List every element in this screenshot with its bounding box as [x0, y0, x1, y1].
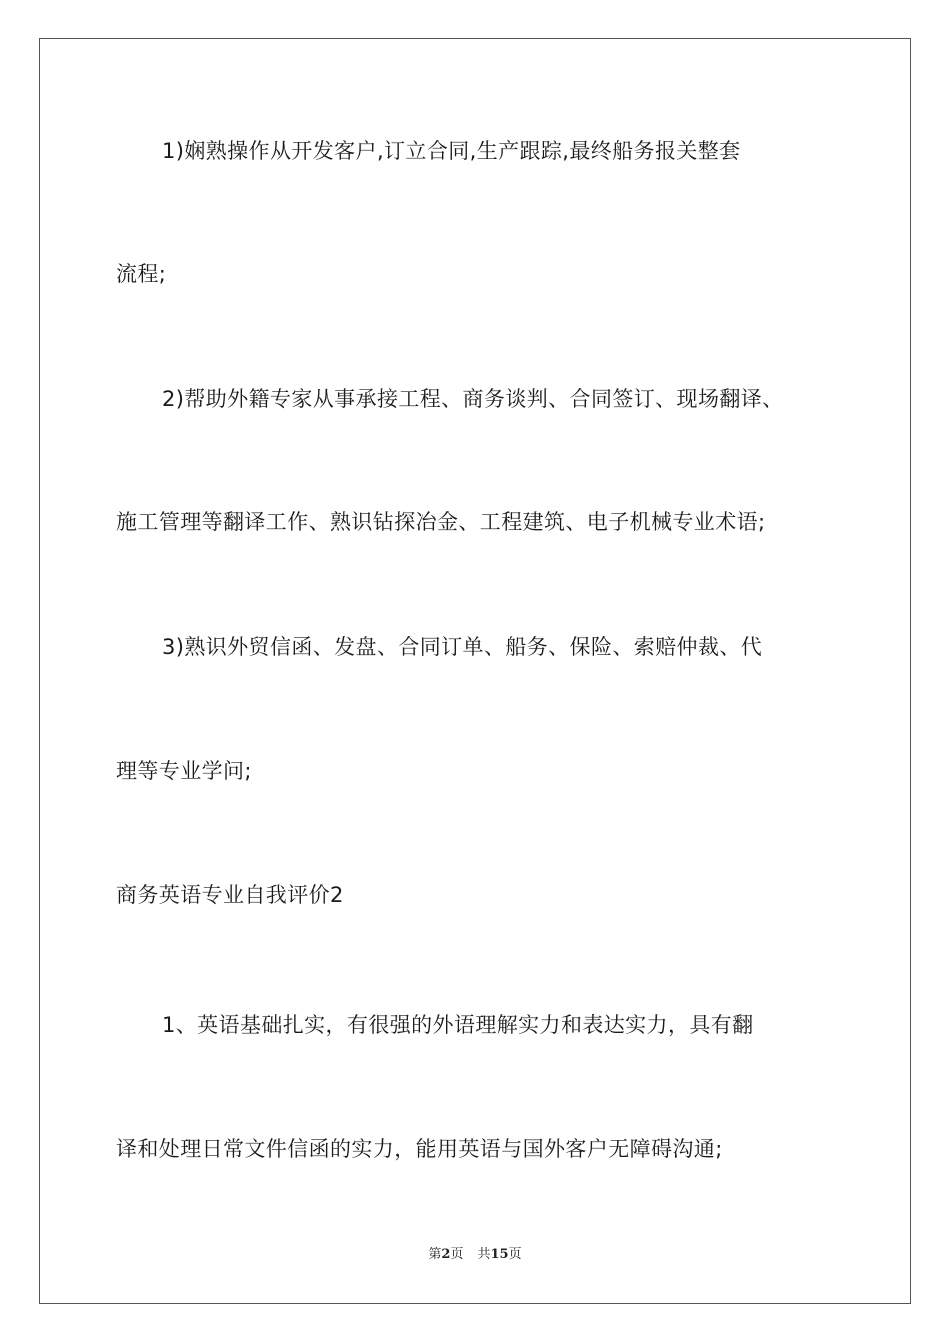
page-footer: [0, 1246, 950, 1264]
paragraph-line: 1)娴熟操作从开发客户,订立合同,生产跟踪,最终船务报关整套: [162, 139, 741, 163]
paragraph-line: 译和处理日常文件信函的实力，能用英语与国外客户无障碍沟通;: [116, 1137, 723, 1161]
page-prefix: 第: [428, 1247, 442, 1262]
paragraph-line: 3)熟识外贸信函、发盘、合同订单、船务、保险、索赔仲裁、代: [162, 635, 763, 659]
page-border: [39, 38, 911, 1304]
page-number: 2: [441, 1247, 451, 1262]
total-suffix: 页: [508, 1247, 522, 1262]
paragraph-line: 1、英语基础扎实，有很强的外语理解实力和表达实力，具有翻: [162, 1013, 754, 1037]
total-pages: 15: [490, 1247, 509, 1262]
section-heading: 商务英语专业自我评价2: [116, 883, 344, 907]
total-prefix: 共: [477, 1247, 491, 1262]
paragraph-line: 2)帮助外籍专家从事承接工程、商务谈判、合同签订、现场翻译、: [162, 387, 784, 411]
paragraph-line: 理等专业学问;: [116, 759, 252, 783]
page-suffix: 页: [450, 1247, 464, 1262]
paragraph-line: 流程;: [116, 262, 167, 286]
paragraph-line: 施工管理等翻译工作、熟识钻探冶金、工程建筑、电子机械专业术语;: [116, 510, 766, 534]
